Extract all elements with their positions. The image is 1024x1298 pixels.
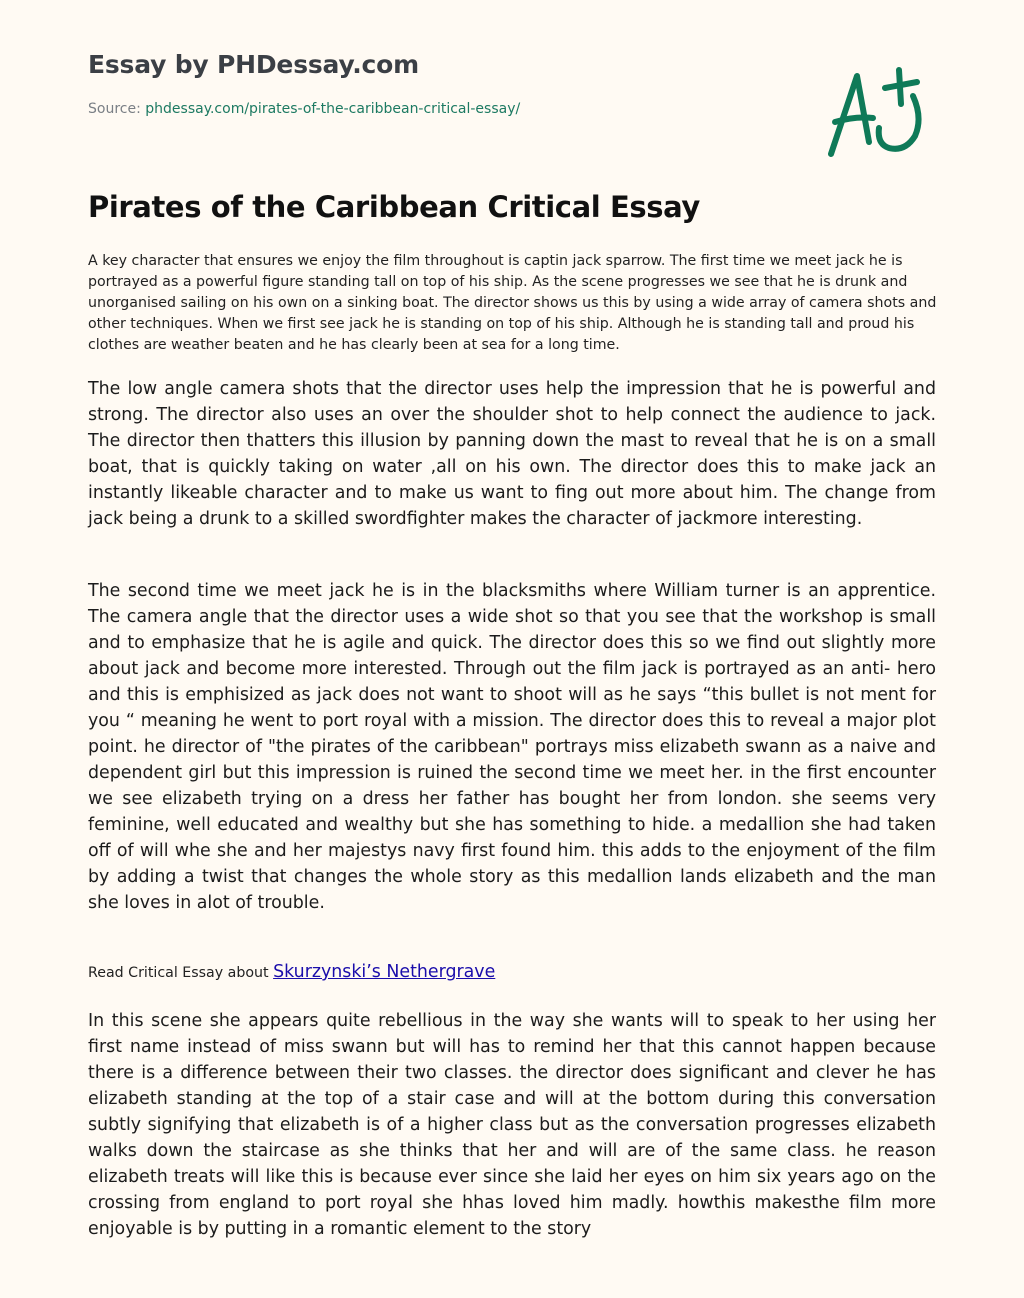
- a-plus-grade-icon: [825, 62, 929, 162]
- source-line: [88, 101, 520, 117]
- related-essay-link[interactable]: Skurzynski’s Nethergrave: [273, 962, 496, 982]
- page-title: Pirates of the Caribbean Critical Essay: [88, 190, 700, 224]
- site-brand: Essay by PHDessay.com: [88, 50, 419, 79]
- body-paragraph: In this scene she appears quite rebellious in the way she wants will to speak to her using her first name instead of miss swann but will has to remind her that this cannot happen because there is a difference between their two classes. the director does significant and clever he has elizabeth standing at the top of a stair case and will at the bottom during this conversation subtly signifying that elizabeth is of a higher class but as the conversation progresses elizabeth walks down the staircase as she thinks that her and will are of the same class. he reason elizabeth treats will like this is because ever since she laid her eyes on him six years ago on the crossing from england to port royal she hhas loved him madly. howthis makesthe film more enjoyable is by putting in a romantic element to the story: [88, 1011, 936, 1239]
- body-paragraph: The second time we meet jack he is in the blacksmiths where William turner is an apprentice. The camera angle that the director uses a wide shot so that you see that the workshop is small and to emphasize that he is agile and quick. The director does this so we find out slightly more about jack and become more interested. Through out the film jack is portrayed as an anti- hero and this is emphisized as jack does not want to shoot will as he says “this bullet is not ment for you “ meaning he went to port royal with a mission. The director does this to reveal a major plot point. he director of "the pirates of the caribbean" portrays miss elizabeth swann as a naive and dependent girl but this impression is ruined the second time we meet her. in the first encounter we see elizabeth trying on a dress her father has bought her from london. she seems very feminine, well educated and wealthy but she has something to hide. a medallion she had taken off of will whe she and her majestys navy first found him. this adds to the enjoyment of the film by adding a twist that changes the whole story as this medallion lands elizabeth and the man she loves in alot of trouble.: [88, 581, 936, 913]
- related-essay-label: Read Critical Essay about: [88, 965, 269, 981]
- related-essay: [88, 962, 495, 982]
- source-link[interactable]: phdessay.com/pirates-of-the-caribbean-critical-essay/: [145, 101, 521, 117]
- source-label: Source:: [88, 101, 141, 117]
- intro-paragraph: A key character that ensures we enjoy the film throughout is captin jack sparrow. The first time we meet jack he is portrayed as a powerful figure standing tall on top of his ship. As the scene progresses we see that he is drunk and unorganised sailing on his own on a sinking boat. The director shows us this by using a wide array of camera shots and other techniques. When we first see jack he is standing on top of his ship. Although he is standing tall and proud his clothes are weather beaten and he has clearly been at sea for a long time.: [88, 253, 937, 353]
- body-paragraph: The low angle camera shots that the director uses help the impression that he is powerful and strong. The director also uses an over the shoulder shot to help connect the audience to jack. The director then thatters this illusion by panning down the mast to reveal that he is on a small boat, that is quickly taking on water ,all on his own. The director does this to make jack an instantly likeable character and to make us want to fing out more about him. The change from jack being a drunk to a skilled swordfighter makes the character of jackmore interesting.: [88, 379, 936, 529]
